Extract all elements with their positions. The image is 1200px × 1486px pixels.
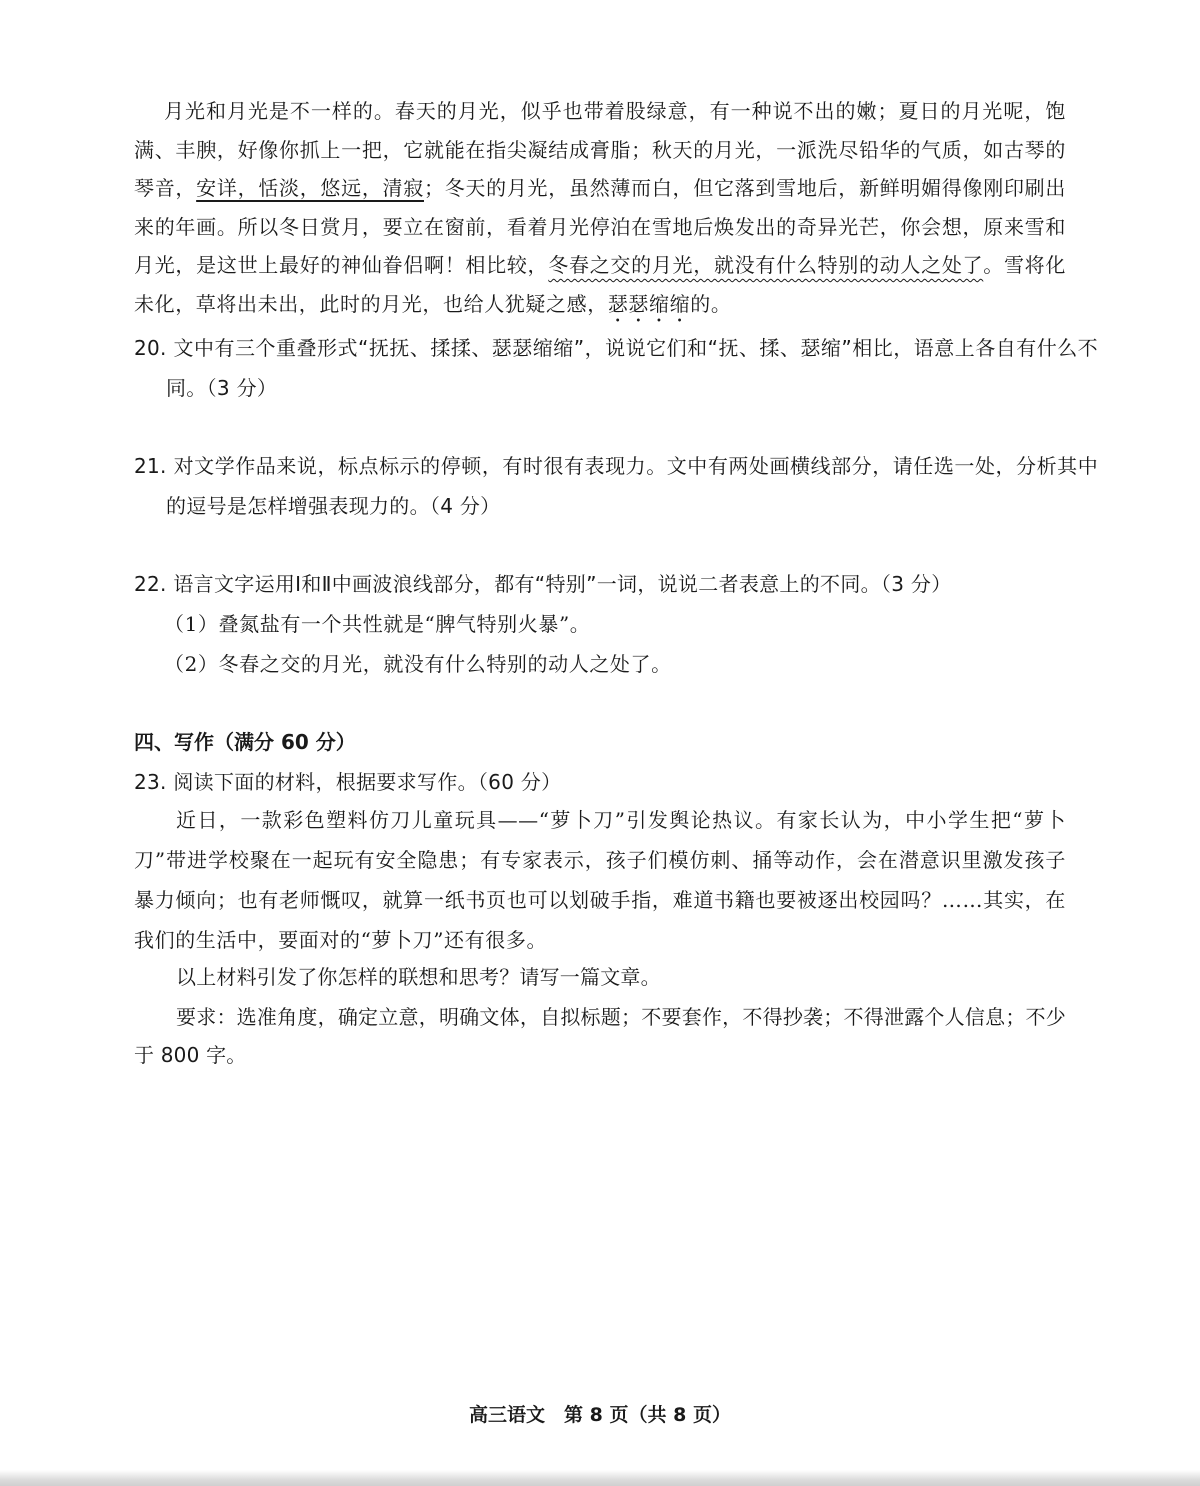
reading-passage bbox=[134, 92, 1066, 327]
passage-text-1: 月光和月光是不一样的。春天的月光，似乎也带着股绿意，有一种说不出的嫩；夏日的月光呢，饱满、丰腴，好像你抓上一把，它就能在指尖凝结成膏脂；秋天的月光，一派洗尽铅华的气质，如古琴的琴音， bbox=[134, 99, 1066, 200]
question-22: 22. 语言文字运用Ⅰ和Ⅱ中画波浪线部分，都有“特别”一词，说说二者表意上的不同。（3 分） bbox=[134, 572, 952, 596]
passage-text-4: 的。 bbox=[690, 291, 732, 316]
passage-text-3: 。雪将化未化，草将出未出，此时的月光，也给人犹疑之感， bbox=[134, 253, 1066, 316]
writing-prompt: 以上材料引发了你怎样的联想和思考？请写一篇文章。 bbox=[176, 965, 661, 989]
wavy-underlined-phrase: 冬春之交的月光，就没有什么特别的动人之处了 bbox=[548, 253, 984, 277]
writing-requirements: 要求：选准角度，确定立意，明确文体，自拟标题；不要套作，不得抄袭；不得泄露个人信息；不少于 800 字。 bbox=[134, 1005, 1066, 1067]
question-22-item-2: （2）冬春之交的月光，就没有什么特别的动人之处了。 bbox=[164, 652, 672, 676]
writing-material: 近日，一款彩色塑料仿刀儿童玩具——“萝卜刀”引发舆论热议。有家长认为，中小学生把“萝卜刀”带进学校聚在一起玩有安全隐患；有专家表示，孩子们模仿刺、捅等动作，会在潜意识里激发孩子暴力倾向；也有老师慨叹，就算一纸书页也可以划破手指，难道书籍也要被逐出校园吗？……其实，在我们的生活中，要面对的“萝卜刀”还有很多。 bbox=[134, 808, 1066, 952]
underlined-phrase: 安详，恬淡，悠远，清寂 bbox=[196, 176, 424, 200]
passage-text-2: ；冬天的月光，虽然薄而白，但它落到雪地后，新鲜明媚得像刚印刷出来的年画。所以冬日赏月，要立在窗前，看着月光停泊在雪地后焕发出的奇异光芒，你会想，原来雪和月光，是这世上最好的神仙眷侣啊！相比较， bbox=[134, 176, 1066, 277]
page-footer: 高三语文 第 8 页（共 8 页） bbox=[469, 1404, 731, 1426]
dotted-phrase: 瑟瑟缩缩 bbox=[607, 291, 691, 316]
question-22-item-1: （1）叠氮盐有一个共性就是“脾气特别火暴”。 bbox=[164, 612, 591, 636]
page-bottom-edge bbox=[0, 1470, 1200, 1486]
question-23: 23. 阅读下面的材料，根据要求写作。（60 分） bbox=[134, 770, 562, 794]
section-heading-writing: 四、写作（满分 60 分） bbox=[134, 730, 356, 754]
question-21: 21. 对文学作品来说，标点标示的停顿，有时很有表现力。文中有两处画横线部分，请任选一处，分析其中的逗号是怎样增强表现力的。（4 分） bbox=[134, 454, 1098, 518]
question-20: 20. 文中有三个重叠形式“抚抚、揉揉、瑟瑟缩缩”，说说它们和“抚、揉、瑟缩”相比，语意上各自有什么不同。（3 分） bbox=[134, 336, 1098, 400]
